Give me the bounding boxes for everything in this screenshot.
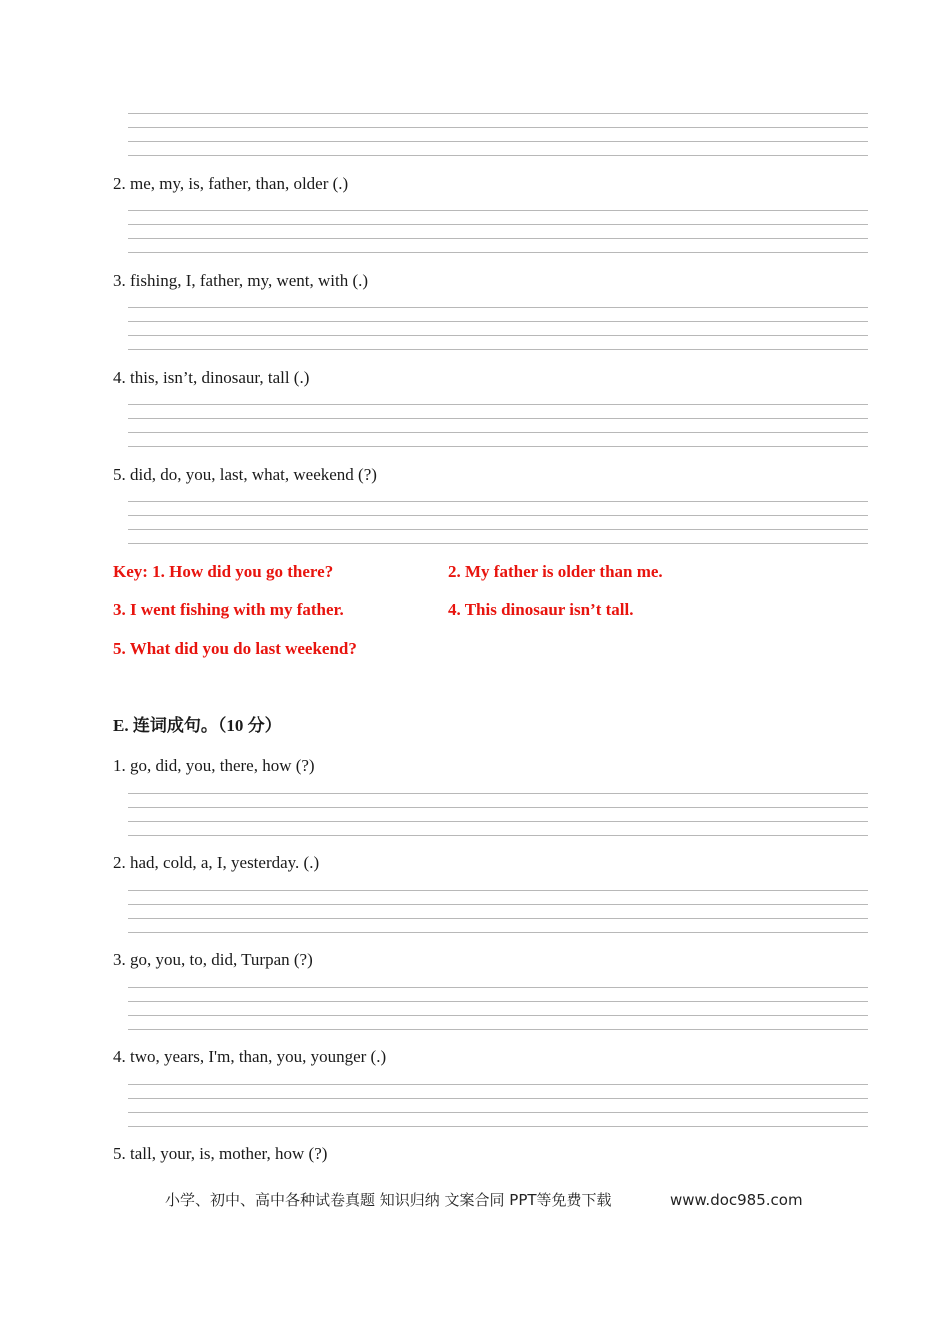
answer-key-1: Key: 1. How did you go there?: [113, 562, 334, 581]
answer-key-3: 3. I went fishing with my father.: [113, 600, 344, 619]
writing-lines: [128, 113, 868, 157]
answer-key-2: 2. My father is older than me.: [448, 562, 663, 581]
question-e4: 4. two, years, I'm, than, you, younger (.): [113, 1047, 387, 1066]
footer-site-link[interactable]: www.doc985.com: [670, 1191, 803, 1209]
writing-lines: [128, 1084, 868, 1128]
footer-text: 小学、初中、高中各种试卷真题 知识归纳 文案合同 PPT等免费下载: [165, 1191, 612, 1209]
question-d5: 5. did, do, you, last, what, weekend (?): [113, 465, 377, 484]
writing-lines: [128, 890, 868, 934]
footer: [165, 1190, 803, 1210]
writing-lines: [128, 501, 868, 545]
question-e1: 1. go, did, you, there, how (?): [113, 756, 315, 775]
question-e2: 2. had, cold, a, I, yesterday. (.): [113, 853, 320, 872]
writing-lines: [128, 793, 868, 837]
question-d3: 3. fishing, I, father, my, went, with (.): [113, 271, 369, 290]
question-e5: 5. tall, your, is, mother, how (?): [113, 1144, 328, 1163]
question-d2: 2. me, my, is, father, than, older (.): [113, 174, 349, 193]
writing-lines: [128, 210, 868, 254]
answer-key-4: 4. This dinosaur isn’t tall.: [448, 600, 634, 619]
writing-lines: [128, 987, 868, 1031]
writing-lines: [128, 307, 868, 351]
question-e3: 3. go, you, to, did, Turpan (?): [113, 950, 313, 969]
question-d4: 4. this, isn’t, dinosaur, tall (.): [113, 368, 310, 387]
section-e-title: E. 连词成句。（10 分）: [113, 716, 282, 735]
answer-key-5: 5. What did you do last weekend?: [113, 639, 357, 658]
writing-lines: [128, 404, 868, 448]
